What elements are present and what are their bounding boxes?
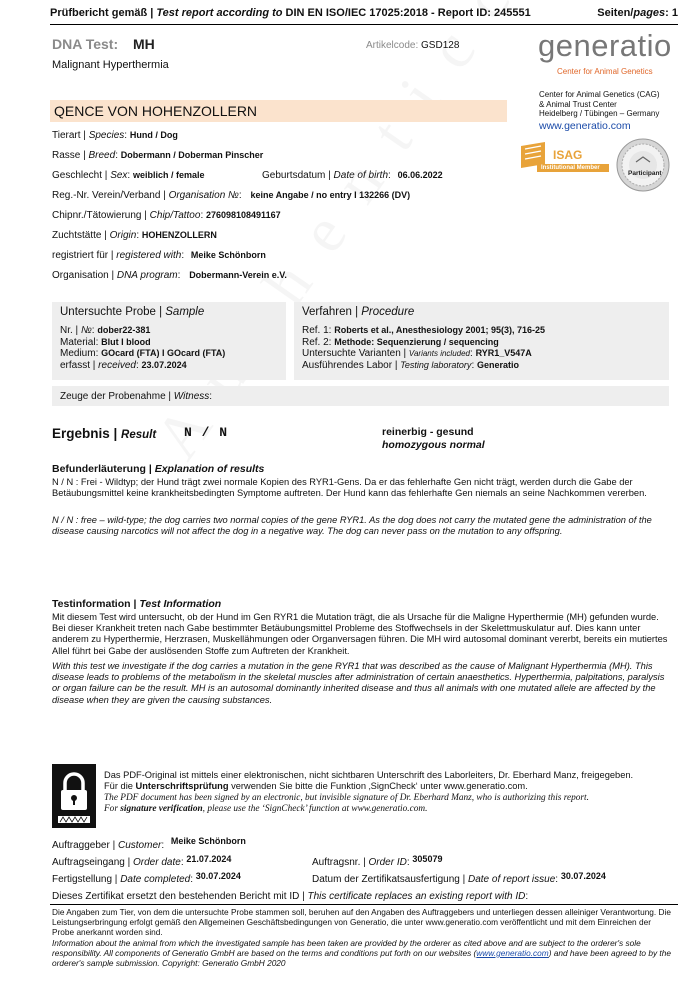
registration-row: Reg.-Nr. Verein/Verband | Organisation №: keine Angabe / no entry I 132266 (DV) [52,190,411,201]
sig2-post: verwenden Sie bitte die Funktion ‚SignCheck‘ unter www.generatio.com. [228,781,528,792]
orderdate-label-en: Order date [133,857,181,868]
orderdate-value: 21.07.2024 [186,854,232,864]
customer-label-en: Customer [117,840,162,851]
sig2-bold: Unterschriftsprüfung [135,781,229,792]
origin-label-de: Zuchtstätte | [52,230,110,241]
issue-value: 30.07.2024 [560,871,606,881]
species-value: Hund / Dog [129,130,178,140]
regby-label-en: registered with [116,250,182,261]
orderdate-label-de: Auftragseingang | [52,857,133,868]
header-divider [50,24,678,25]
dob-value: 06.06.2022 [397,170,443,180]
explanation-text-de: N / N : Frei - Wildtyp; der Hund trägt zwei normale Kopien des RYR1-Gens. Da er das fehlerhafte Gen nicht trägt, werden durch die Gabe der Betäubungsmittel keine krankheitsbedingten Symptome auftreten. Der Hund kann das fehlerhafte Gen niemals an seine Nachkommen vererben. [52,477,647,499]
customer-value: Meike Schönborn [170,836,246,846]
testinfo-text-en: With this test we investigate if the dog carries a mutation in the gene RYR1 that was described as the cause of Malignant Hyperthermia (MH). This disease leads to problems of the metabolism in the skeletal muscles after administration of certain anaesthetics. Hyperthermia, palpitations, paralysis or organ failure can be the result. MH is an autosomal dominantly inherited disease and thus all animals with one mutated allele are affected by the disease when they are given the causing substances. [52,661,665,705]
completed-label-en: Date completed [120,874,191,885]
medium-value: GOcard (FTA) I GOcard (FTA) [101,348,226,358]
dob-label-en: Date of birth [333,170,389,181]
dna-test-code: MH [133,36,155,52]
species-label-de: Tierart | [52,130,89,141]
procedure-details [302,325,545,371]
customer-row: Auftraggeber | Customer: Meike Schönborn [52,836,246,851]
lab-label-de: Ausführendes Labor | [302,359,401,371]
testinfo-text-de: Mit diesem Test wird untersucht, ob der Hund im Gen RYR1 die Mutation trägt, die als Ursache für die Maligne Hyperthermie (MH) gefunden wurde. Bei dieser Krankheit treten nach Gabe bestimmter Betäubungsmittel Probleme des Stoffwechsels in der Skelettmuskulatur auf. Dies kann unter anderem zu Hyperthermie, Herzrasen, Muskellähmungen oder Organversagen führen. Die MH wird autosomal dominant vererbt, bereits ein mutiertes Allel führt bei Gabe der auslösenden Stoffe zum Auftreten der Krankheit. [52,612,668,656]
order-id-row: Auftragsnr. | Order ID: 305079 [312,854,443,868]
issue-date-row: Datum der Zertifikatsausfertigung | Date of report issue: 30.07.2024 [312,871,606,885]
org-value: Dobermann-Verein e.V. [189,270,287,280]
report-header [50,7,531,19]
signature-line-1: Das PDF-Original ist mittels einer elektronischen, nicht sichtbaren Unterschrift des Laborleiters, Dr. Eberhard Manz, freigegeben. [104,770,634,780]
completed-row: Fertigstellung | Date completed: 30.07.2024 [52,871,241,885]
sample-material-row [60,337,225,349]
signature-text [104,770,674,815]
footer-text-en [52,938,672,968]
sample-title-de: Untersuchte Probe | [60,306,166,318]
nr-label-en: № [80,325,92,336]
article-code [366,40,459,51]
origin-value: HOHENZOLLERN [141,230,217,240]
received-label-de: erfasst | [60,359,99,371]
dna-test-label: DNA Test: [52,36,119,52]
lab-address [539,90,659,119]
dob-label-de: Geburtsdatum | [262,170,334,181]
pages-value: : 1 [665,7,678,19]
article-value: GSD128 [421,40,460,51]
lab-addr-3: Heidelberg / Tübingen – Germany [539,109,660,118]
article-label: Artikelcode: [366,40,419,51]
ref1-value: Roberts et al., Anesthesiology 2001; 95(3), 716-25 [334,325,545,335]
lab-label-en: Testing laboratory [400,359,472,370]
footer-text-de: Die Angaben zum Tier, von dem die untersuchte Probe stammen soll, beruhen auf den Angaben des Auftraggebers und unterliegen dessen alleiniger Verantwortung. Die Leistungserbringung erfolgt gemäß den Allgemeinen Geschäftsbedingungen von Generatio, die unter www.generatio.com veröffentlicht und mit dem Einreichen der Probe anerkannt worden sind. [52,907,671,937]
issue-label-en: Date of report issue [468,874,556,885]
orderid-value: 305079 [412,854,443,864]
chip-label-en: Chip/Tattoo [149,210,201,221]
witness-label-en: Witness [173,391,210,402]
procedure-title-en: Procedure [361,306,415,318]
signature-line-2 [104,781,674,792]
chip-row: Chipnr./Tätowierung | Chip/Tattoo: 276098108491167 [52,210,281,221]
nr-label-de: Nr. | [60,325,81,336]
orderid-label-de: Auftragsnr. | [312,857,369,868]
reg-value: keine Angabe / no entry I 132266 (DV) [250,190,411,200]
lab-row: Ausführendes Labor | Testing laboratory: Generatio [302,359,520,371]
explanation-title-de: Befunderläuterung | [52,463,155,475]
replace-label-de: Dieses Zertifikat ersetzt den bestehenden Bericht mit ID | [52,891,308,902]
ref1-label: Ref. 1: [302,325,335,336]
variants-label-de: Untersuchte Varianten | [302,348,409,359]
sex-label-de: Geschlecht | [52,170,111,181]
witness-row: Zeuge der Probenahme | Witness: [60,391,213,402]
result-status-en: homozygous normal [382,439,485,451]
variants-row: Untersuchte Varianten | Variants included: RYR1_V547A [302,348,532,359]
completed-value: 30.07.2024 [195,871,241,881]
variants-label-en: Variants included [408,349,470,358]
replace-label-en: This certificate replaces an existing report with ID [307,891,526,902]
variants-value: RYR1_V547A [475,348,532,358]
result-label-de: Ergebnis | [52,426,122,441]
replaces-row [52,891,528,902]
sample-title-en: Sample [165,306,205,318]
material-label: Material: [60,336,102,348]
test-name: Malignant Hyperthermia [52,59,169,71]
lab-addr-2: & Animal Trust Center [539,99,617,109]
lock-icon [52,764,96,828]
result-genotype: N / N [184,425,229,440]
footer-en-pre: Information about the animal from which the investigated sample has been taken are provided by the orderer as cited above and are subject to the orderer's sole responsibility. All components of Generatio GmbH are based on the terms and conditions put forth on our websites ( [52,938,641,958]
received-value: 23.07.2024 [141,359,187,370]
participant-seal [616,138,670,192]
explanation-title-en: Explanation of results [154,463,265,475]
received-label-en: received [98,359,136,371]
testinfo-title-de: Testinformation | [52,598,140,610]
isag-sub: Institutional Member [541,164,600,171]
lab-website-link[interactable]: www.generatio.com [539,120,631,132]
org-label-en: DNA program [116,270,178,281]
species-row: Tierart | Species: Hund / Dog [52,130,178,141]
sample-medium-row [60,348,225,360]
witness-label-de: Zeuge der Probenahme | [60,391,174,402]
order-date-row: Auftragseingang | Order date: 21.07.2024 [52,854,232,868]
isag-text: ISAG [553,148,583,162]
footer-website-link[interactable]: www.generatio.com [476,948,549,958]
sig4-bold: signature verification [120,803,203,814]
nr-value: dober22-381 [97,325,151,335]
reg-label-en: Organisation № [168,190,239,201]
explanation-text-en: N / N : free – wild-type; the dog carries two normal copies of the gene RYR1. As the dog does not carry the mutated gene the administration of the disease causing narcotics will not affect the dog in a negative way. The dog can never pass on the mutation to any offspring. [52,515,652,537]
breed-label-de: Rasse | [52,150,89,161]
testinfo-title-en: Test Information [139,598,222,610]
org-label-de: Organisation | [52,270,117,281]
sig2-pre: Für die [104,781,136,792]
header-title-de: Prüfbericht gemäß | [50,7,157,19]
chip-value: 276098108491167 [206,210,281,220]
signature-line-3: The PDF document has been signed by an electronic, but invisible signature of Dr. Eberhard Manz, who is authorizing this report. [104,792,589,803]
regby-label-de: registriert für | [52,250,117,261]
species-label-en: Species [88,130,125,141]
sample-title [60,306,204,318]
lab-addr-1: Center for Animal Genetics (CAG) [539,90,660,99]
medium-label: Medium: [60,348,102,359]
header-title-en: Test report according to [156,7,283,19]
result-status-de: reinerbig - gesund [382,426,474,438]
explanation-title [52,463,264,475]
logo-subtitle: Center for Animal Genetics [557,67,653,76]
breed-value: Dobermann / Doberman Pinscher [120,150,264,160]
sex-value: weiblich / female [132,170,205,180]
result-label-en: Result [121,429,157,441]
organisation-row: Organisation | DNA program: Dobermann-Verein e.V. [52,270,287,281]
chip-label-de: Chipnr./Tätowierung | [52,210,150,221]
seal-text: Participant [628,170,662,177]
pages-label-en: pages [633,7,666,19]
reg-label-de: Reg.-Nr. Verein/Verband | [52,190,169,201]
footer-en-post: ) and have been agreed to by the orderer's sample submission. Copyright: Generatio GmbH 2020 [52,948,671,968]
header-standard: DIN EN ISO/IEC 17025:2018 - Report ID: 245551 [282,7,531,19]
testinfo-title [52,598,221,610]
animal-name: QENCE VON HOHENZOLLERN [54,103,258,119]
pages-label-de: Seiten/ [597,7,634,19]
replace-colon: : [525,891,529,902]
ref2-label: Ref. 2: [302,336,335,348]
procedure-title-de: Verfahren | [302,306,362,318]
ref1-row [302,325,545,337]
ref2-value: Methode: Sequenzierung / sequencing [334,336,499,347]
lab-value: Generatio [477,359,520,370]
signature-line-4 [104,804,674,815]
page-count [597,7,678,19]
footer-divider [50,904,678,905]
completed-label-de: Fertigstellung | [52,874,121,885]
sample-nr-row: Nr. | №: dober22-381 [60,325,151,336]
seal-icon [616,138,670,192]
procedure-title [302,306,414,318]
origin-row: Zuchtstätte | Origin: HOHENZOLLERN [52,230,217,241]
registered-with-row: registriert für | registered with: Meike Schönborn [52,250,266,261]
generatio-logo: generatio [538,28,672,63]
result-label [52,426,156,441]
breed-label-en: Breed [88,150,116,161]
origin-label-en: Origin [109,230,137,241]
ref2-row [302,337,545,349]
sex-label-en: Sex [110,170,128,181]
sig4-pre: For [104,803,121,814]
customer-label-de: Auftraggeber | [52,840,118,851]
regby-value: Meike Schönborn [190,250,266,260]
sample-received-row: erfasst | received: 23.07.2024 [60,359,187,371]
issue-label-de: Datum der Zertifikatsausfertigung | [312,874,468,885]
isag-badge [515,140,611,174]
sig4-post: , please use the ‘SignCheck’ function at www.generatio.com. [202,803,428,814]
sample-details [60,325,225,371]
orderid-label-en: Order ID [368,857,407,868]
material-value: Blut I blood [101,336,151,347]
sex-row: Geschlecht | Sex: weiblich / female [52,170,205,181]
breed-row: Rasse | Breed: Dobermann / Doberman Pinscher [52,150,264,161]
dob-row: Geburtsdatum | Date of birth: 06.06.2022 [262,170,443,181]
